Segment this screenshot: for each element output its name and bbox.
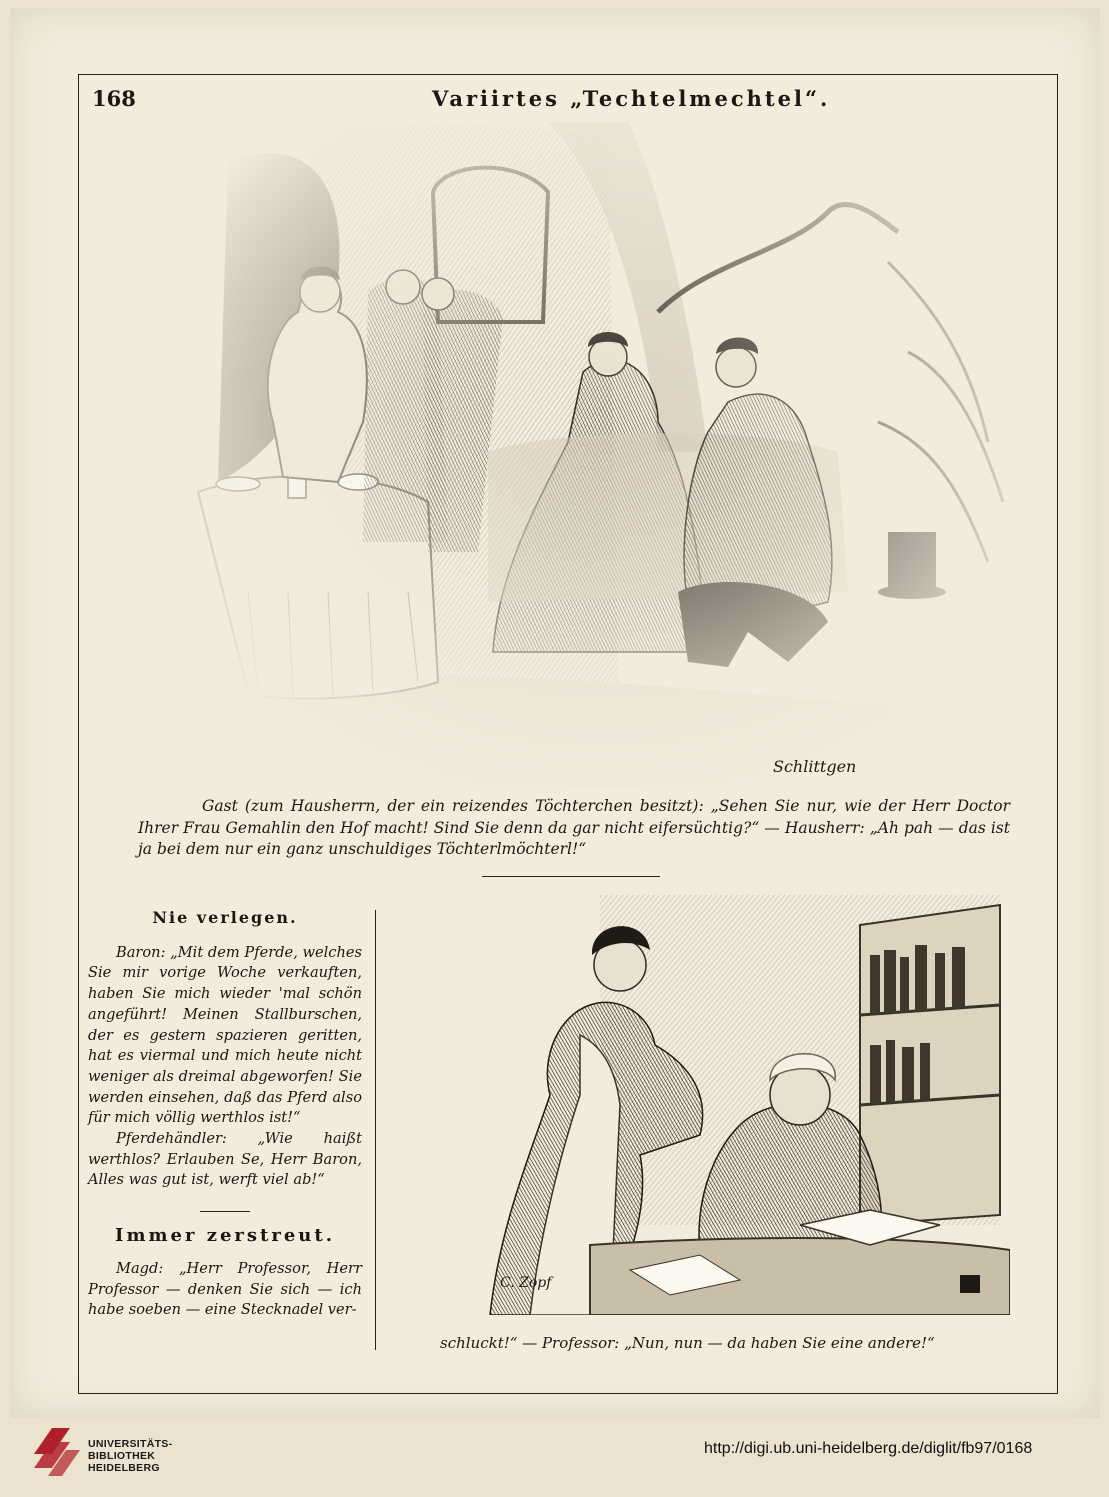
professor-engraving (440, 895, 1010, 1315)
page-header (92, 86, 1042, 116)
left-column (88, 908, 362, 1321)
top-illustration (188, 122, 1018, 787)
top-caption-text: Gast (zum Hausherrn, der ein reizendes Töchterchen besitzt): „Sehen Sie nur, wie der Herr Doctor Ihrer Frau Gemahlin den Hof macht! Sind Sie denn da gar nicht eifersüchtig?“ — Hausherr: „Ah pah — das ist ja bei dem nur ein ganz unschuldiges Töchterlmöchterl!“ (138, 797, 1010, 858)
library-logo-icon (30, 1424, 82, 1480)
story-separator (200, 1211, 250, 1212)
logo-line-1: UNIVERSITÄTS- (88, 1438, 173, 1450)
page-title: Variirtes „Techtelmechtel“. (432, 86, 831, 111)
story1-paragraph-2: Pferdehändler: „Wie haißt werthlos? Erlauben Se, Herr Baron, Alles was gut ist, werft viel ab!“ (88, 1130, 362, 1189)
top-caption (138, 796, 1010, 861)
story1-heading: Nie verlegen. (152, 908, 298, 927)
page-number: 168 (92, 86, 136, 111)
library-logo (30, 1424, 200, 1484)
bottom-caption: schluckt!“ — Professor: „Nun, nun — da haben Sie eine andere!“ (440, 1334, 935, 1352)
svg-text:C. Zopf: C. Zopf (500, 1275, 552, 1291)
story2-paragraph-1: Magd: „Herr Professor, Herr Professor — denken Sie sich — ich habe soeben — eine Stecknadel ver- (88, 1259, 362, 1319)
section-divider (482, 876, 660, 877)
story2-heading: Immer zerstreut. (115, 1225, 335, 1247)
logo-line-3: HEIDELBERG (88, 1462, 160, 1474)
library-name (88, 1438, 172, 1474)
logo-line-2: BIBLIOTHEK (88, 1450, 156, 1462)
story1-paragraph-1: Baron: „Mit dem Pferde, welches Sie mir vorige Woche verkauften, haben Sie mich wieder 'mal schön angeführt! Meinen Stallburschen, der es gestern spazieren geritten, hat es viermal und mich heute nicht weniger als dreimal abgeworfen! Sie werden einsehen, daß das Pferd also für mich völlig werthlos ist!“ (88, 943, 362, 1127)
svg-text:Schlittgen: Schlittgen (773, 757, 857, 776)
bottom-illustration (440, 895, 1010, 1315)
source-url-link[interactable]: http://digi.ub.uni-heidelberg.de/diglit/fb97/0168 (704, 1440, 1033, 1457)
drawing-room-engraving (188, 122, 1018, 787)
column-divider (375, 910, 376, 1350)
